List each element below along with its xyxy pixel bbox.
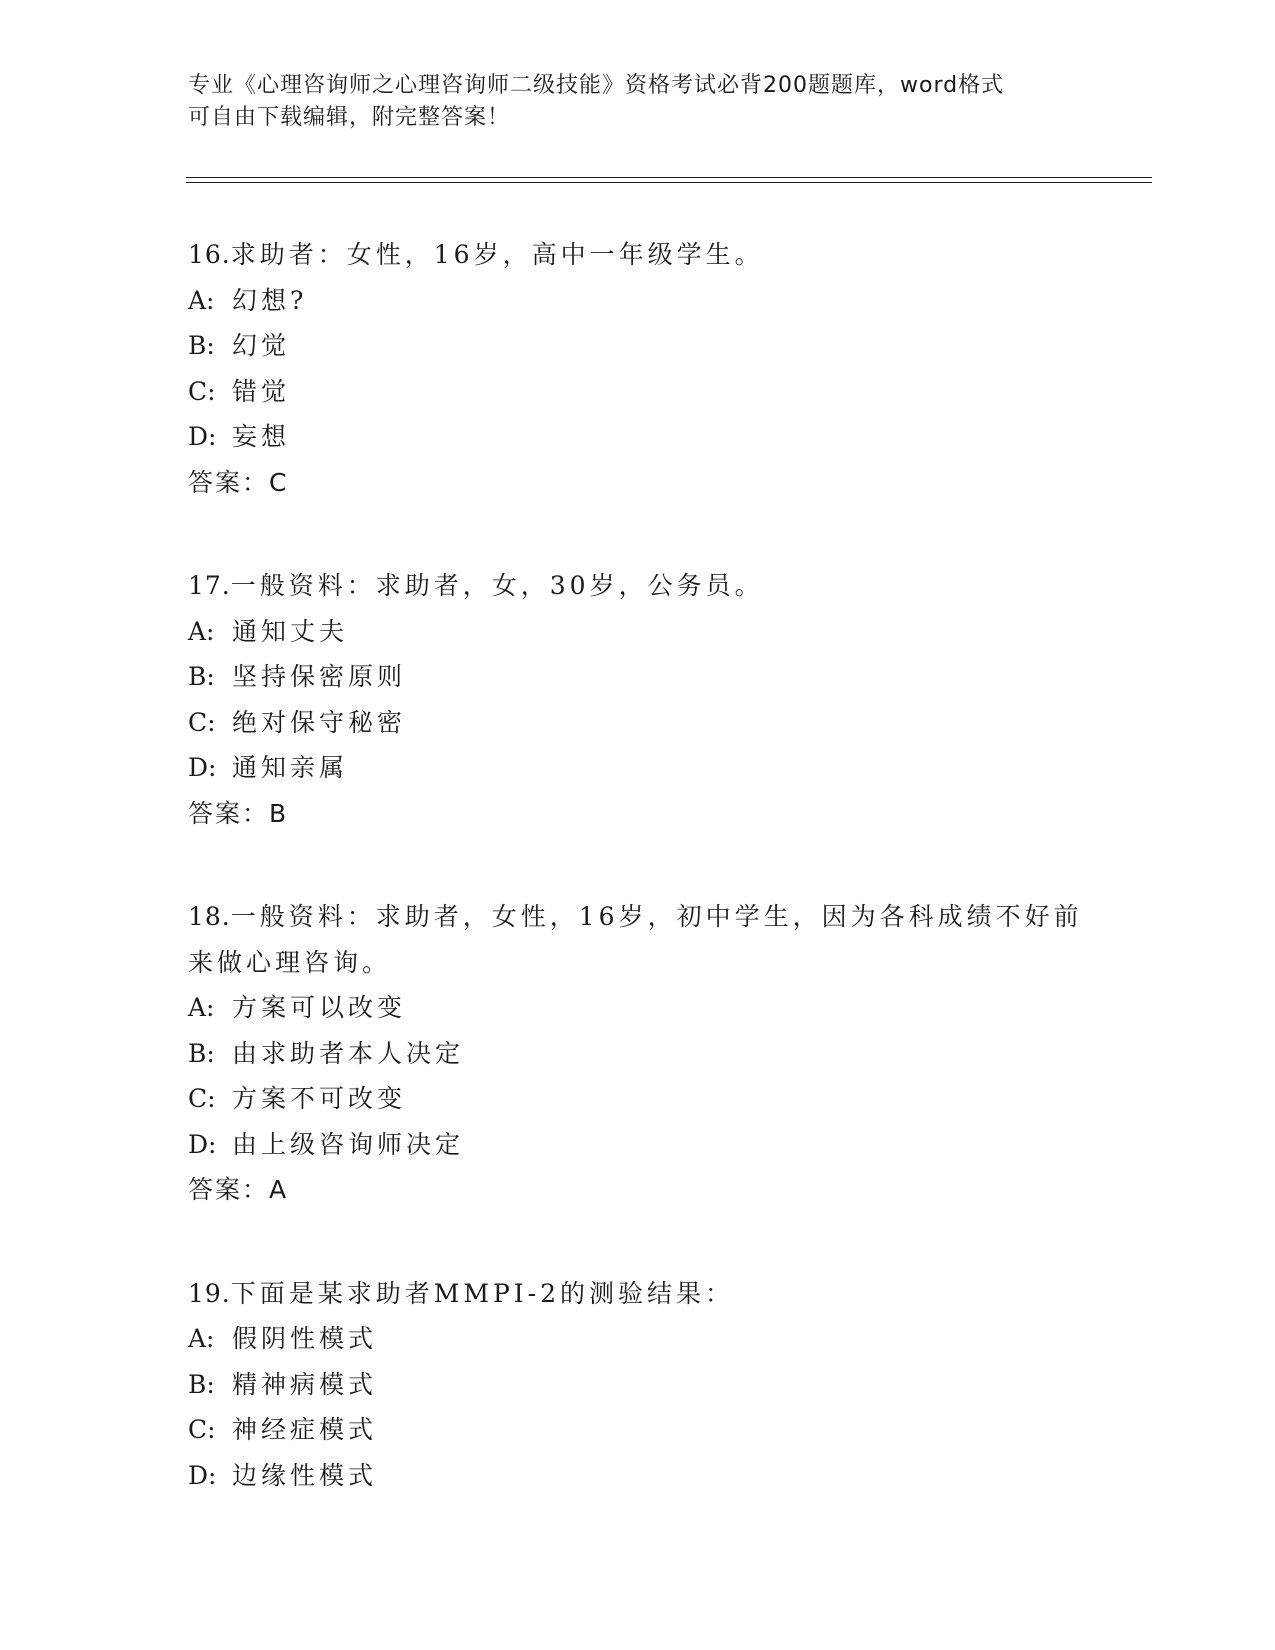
question-19 [188,1271,1088,1499]
question-stem [188,232,1088,278]
option-a [188,985,1088,1031]
option-text: 幻想? [232,285,308,315]
option-key: A: [188,993,215,1022]
header-title-line-2: 可自由下载编辑，附完整答案！ [188,105,511,130]
option-text: 绝对保守秘密 [232,707,407,737]
option-key: D: [188,1129,217,1159]
option-text: 妄想 [232,422,291,451]
option-text: 通知丈夫 [232,616,349,646]
option-text: 由上级咨询师决定 [232,1129,465,1159]
option-text: 边缘性模式 [232,1460,378,1490]
option-c [188,1407,1088,1453]
option-key: A: [188,285,215,315]
option-d [188,1453,1088,1499]
option-key: A: [188,1324,215,1353]
option-text: 由求助者本人决定 [232,1038,465,1068]
answer-line: 答案：C [188,467,289,497]
option-key: D: [188,422,217,451]
question-stem-line: 下面是某求助者MMPI-2的测验结果： [230,1278,735,1308]
option-text: 方案可以改变 [232,993,407,1022]
option-d [188,414,1088,460]
question-stem-line: 求助者：女性，16岁，高中一年级学生。 [230,240,764,269]
question-number: 17. [188,571,231,600]
option-key: B: [188,1369,215,1399]
option-key: D: [188,1460,217,1490]
option-d [188,1122,1088,1168]
header-title-line-1: 专业《心理咨询师之心理咨询师二级技能》资格考试必背200题题库，word格式 [188,73,1005,98]
document-header [188,70,1088,134]
option-text: 神经症模式 [232,1415,378,1444]
option-text: 通知亲属 [232,753,349,782]
option-text: 坚持保密原则 [232,662,407,691]
question-17 [188,563,1088,836]
question-18 [188,894,1088,1213]
option-key: C: [188,376,216,406]
option-text: 幻觉 [232,331,291,360]
option-a [188,278,1088,324]
question-stem-continuation: 来做心理咨询。 [188,947,392,977]
option-key: B: [188,1038,215,1068]
option-key: B: [188,662,215,691]
answer-line: 答案：B [188,798,289,828]
question-16 [188,232,1088,505]
option-d [188,745,1088,791]
option-key: A: [188,616,215,646]
option-a [188,609,1088,655]
question-stem [188,894,1088,940]
question-number: 19. [188,1278,231,1308]
option-key: C: [188,1084,216,1113]
option-b [188,654,1088,700]
option-c [188,1076,1088,1122]
option-b [188,323,1088,369]
answer-line: 答案：A [188,1175,289,1204]
option-key: B: [188,331,215,360]
option-b [188,1362,1088,1408]
question-stem-line: 一般资料：求助者，女，30岁，公务员。 [230,571,764,600]
option-b [188,1031,1088,1077]
option-text: 错觉 [232,376,291,406]
question-number: 16. [188,240,231,269]
option-key: C: [188,1415,216,1444]
option-text: 精神病模式 [232,1369,378,1399]
question-stem-line: 一般资料：求助者，女性，16岁，初中学生，因为各科成绩不好前 [230,902,1083,931]
option-text: 方案不可改变 [232,1084,407,1113]
option-key: D: [188,753,217,782]
option-c [188,369,1088,415]
header-divider-bottom [186,182,1152,183]
option-c [188,700,1088,746]
question-stem [188,1271,1088,1317]
option-a [188,1316,1088,1362]
option-key: C: [188,707,216,737]
question-stem [188,563,1088,609]
question-list [188,232,1088,1556]
option-text: 假阴性模式 [232,1324,378,1353]
header-divider-top [186,177,1152,178]
question-number: 18. [188,902,231,931]
